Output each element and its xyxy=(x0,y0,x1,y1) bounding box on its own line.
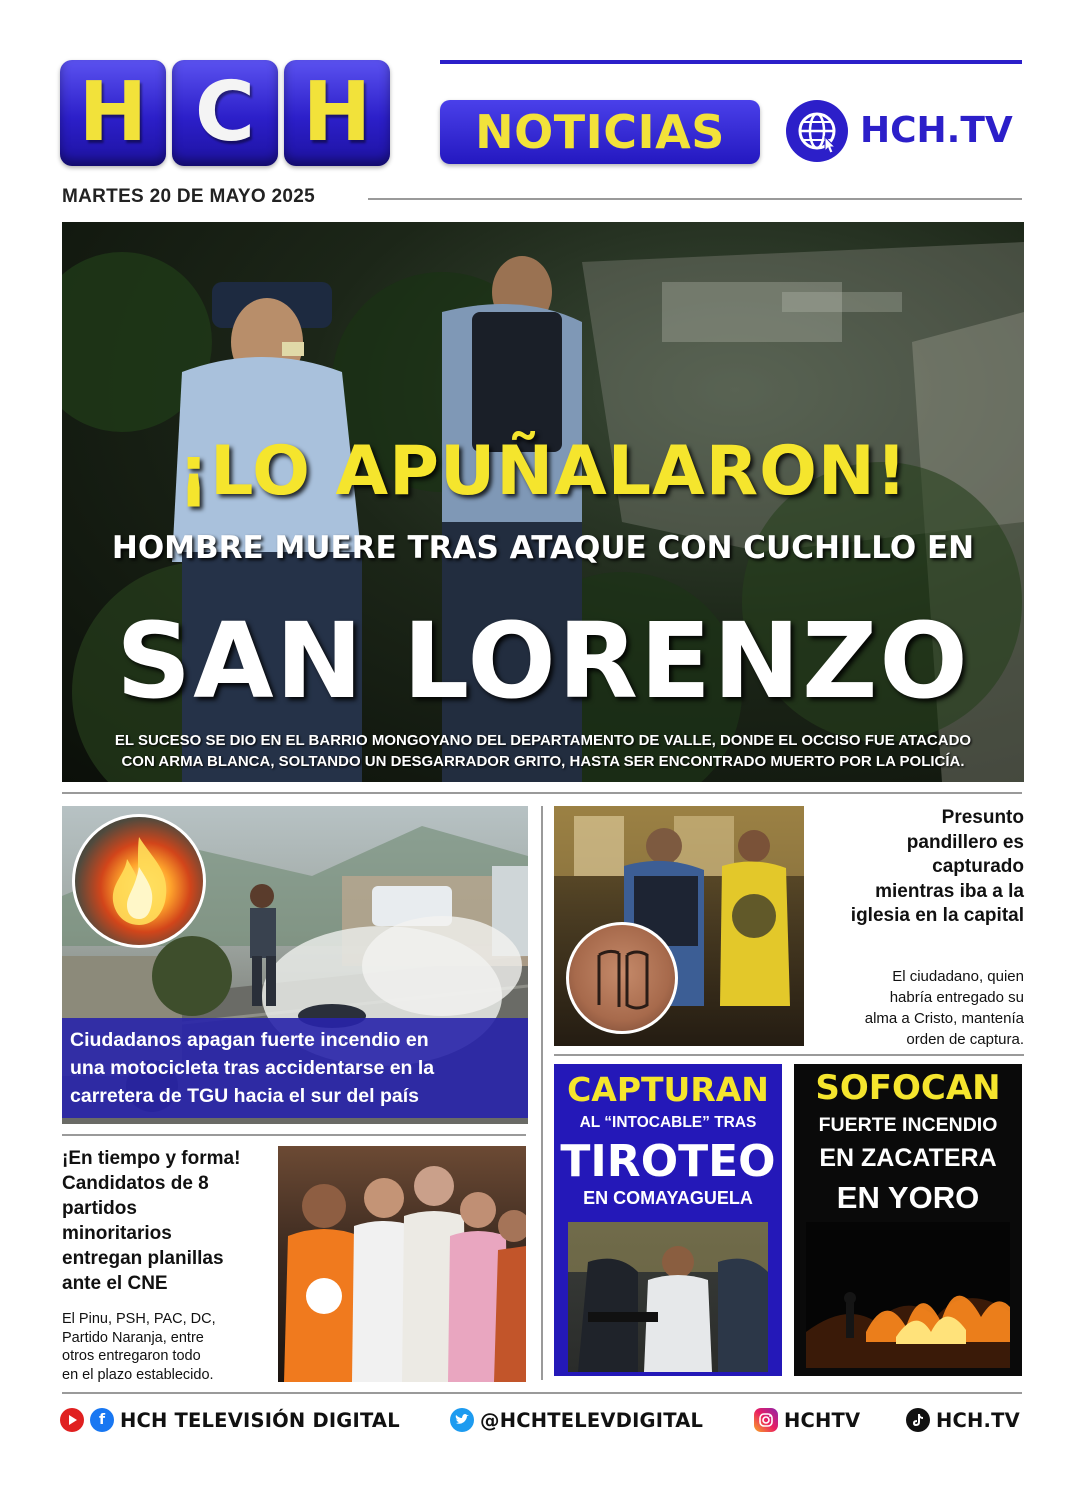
header-rule xyxy=(440,60,1022,64)
text-line: en el plazo establecido. xyxy=(62,1366,214,1383)
section-rule xyxy=(62,792,1022,794)
logo-letter: C xyxy=(194,65,256,160)
text-line: orden de captura. xyxy=(906,1031,1024,1048)
tiktok-icon xyxy=(906,1408,930,1432)
section-rule xyxy=(554,1054,1024,1056)
cne-candidates-photo[interactable] xyxy=(278,1146,526,1382)
story-sofocan[interactable] xyxy=(794,1064,1022,1376)
social-footer xyxy=(0,1402,1080,1442)
hero-summary-line: CON ARMA BLANCA, SOLTANDO UN DESGARRADOR GRITO, HASTA SER ENCONTRADO MUERTO POR LA POLICÍA. xyxy=(121,753,965,770)
youtube-icon xyxy=(60,1408,84,1432)
tattoo-inset-photo xyxy=(566,922,678,1034)
date-rule xyxy=(368,198,1022,200)
title-line: Presunto xyxy=(941,807,1024,828)
caption-line: Ciudadanos apagan fuerte incendio en xyxy=(70,1029,429,1051)
capturan-sub1: AL “INTOCABLE” TRAS xyxy=(579,1114,757,1131)
logo-letter: H xyxy=(78,65,148,160)
gang-story-title[interactable] xyxy=(816,806,1024,929)
twitter-icon xyxy=(450,1408,474,1432)
text-line: alma a Cristo, mantenía xyxy=(864,1010,1024,1027)
footer-instagram-label: HCHTV xyxy=(784,1408,861,1432)
footer-rule xyxy=(62,1392,1022,1394)
footer-twitter-label: @HCHTELEVDIGITAL xyxy=(480,1408,704,1432)
hero-summary xyxy=(90,730,996,772)
text-line: El ciudadano, quien xyxy=(892,968,1024,985)
gang-arrest-photo[interactable] xyxy=(554,806,804,1046)
footer-facebook-label: HCH TELEVISIÓN DIGITAL xyxy=(120,1408,400,1432)
hero-place: SAN LORENZO xyxy=(116,600,970,722)
hero-subhead: HOMBRE MUERE TRAS ATAQUE CON CUCHILLO EN xyxy=(111,530,975,566)
hero-headline: ¡LO APUÑALARON! xyxy=(178,432,908,511)
hero-summary-line: EL SUCESO SE DIO EN EL BARRIO MONGOYANO DEL DEPARTAMENTO DE VALLE, DONDE EL OCCISO FUE ATACADO xyxy=(114,732,972,749)
section-badge xyxy=(440,100,760,164)
sofocan-photo xyxy=(806,1222,1010,1368)
title-line: mientras iba a la xyxy=(875,880,1024,902)
capturan-headline: CAPTURAN xyxy=(567,1070,769,1109)
caption-line: carretera de TGU hacia el sur del país xyxy=(70,1085,419,1107)
capturan-sub2: EN COMAYAGUELA xyxy=(583,1188,753,1208)
title-line: capturado xyxy=(932,856,1024,877)
instagram-icon xyxy=(754,1408,778,1432)
footer-twitter[interactable] xyxy=(450,1408,703,1432)
cne-story-text xyxy=(62,1310,268,1384)
logo-letter: H xyxy=(302,65,372,160)
text-line: El Pinu, PSH, PAC, DC, xyxy=(62,1311,216,1327)
sofocan-sub3: EN YORO xyxy=(836,1180,980,1215)
title-line: Candidatos de 8 xyxy=(62,1173,209,1194)
text-line: otros entregaron todo xyxy=(62,1348,201,1364)
story-moto-fire[interactable] xyxy=(62,806,528,1124)
caption-line: una motocicleta tras accidentarse en la xyxy=(70,1057,435,1079)
title-line: entregan planillas xyxy=(62,1248,224,1269)
title-line: minoritarios xyxy=(62,1223,172,1244)
title-line: partidos xyxy=(62,1198,137,1219)
title-line: ante el CNE xyxy=(62,1273,168,1294)
sofocan-headline: SOFOCAN xyxy=(815,1068,1001,1108)
text-line: habría entregado su xyxy=(889,989,1024,1006)
capturan-keyword: TIROTEO xyxy=(560,1136,776,1187)
site-url[interactable]: HCH.TV xyxy=(860,110,1013,151)
story-capturan[interactable] xyxy=(554,1064,782,1376)
footer-tiktok[interactable] xyxy=(906,1408,1020,1432)
section-badge-label: NOTICIAS xyxy=(475,105,725,159)
footer-instagram[interactable] xyxy=(754,1408,860,1432)
sofocan-sub1: FUERTE INCENDIO xyxy=(818,1114,998,1136)
title-line: iglesia en la capital xyxy=(850,905,1024,926)
logo-block-c xyxy=(172,60,278,166)
fire-inset-photo xyxy=(72,814,206,948)
capturan-photo xyxy=(568,1222,768,1372)
text-line: Partido Naranja, entre xyxy=(62,1329,204,1346)
title-line: pandillero es xyxy=(906,831,1024,853)
hch-logo xyxy=(60,60,390,166)
moto-fire-caption xyxy=(62,1018,528,1118)
section-rule xyxy=(62,1134,526,1136)
column-rule xyxy=(541,806,543,1380)
logo-block-h2 xyxy=(284,60,390,166)
issue-date: MARTES 20 DE MAYO 2025 xyxy=(62,186,315,207)
cne-story-title[interactable] xyxy=(62,1146,276,1296)
hero-story[interactable] xyxy=(62,222,1024,782)
title-line: ¡En tiempo y forma! xyxy=(62,1148,241,1169)
gang-story-text xyxy=(816,966,1024,1050)
sofocan-sub2: EN ZACATERA xyxy=(819,1144,997,1172)
footer-tiktok-label: HCH.TV xyxy=(936,1408,1020,1432)
globe-icon xyxy=(786,100,848,162)
facebook-icon: f xyxy=(90,1408,114,1432)
logo-block-h1 xyxy=(60,60,166,166)
footer-facebook[interactable] xyxy=(60,1408,400,1432)
